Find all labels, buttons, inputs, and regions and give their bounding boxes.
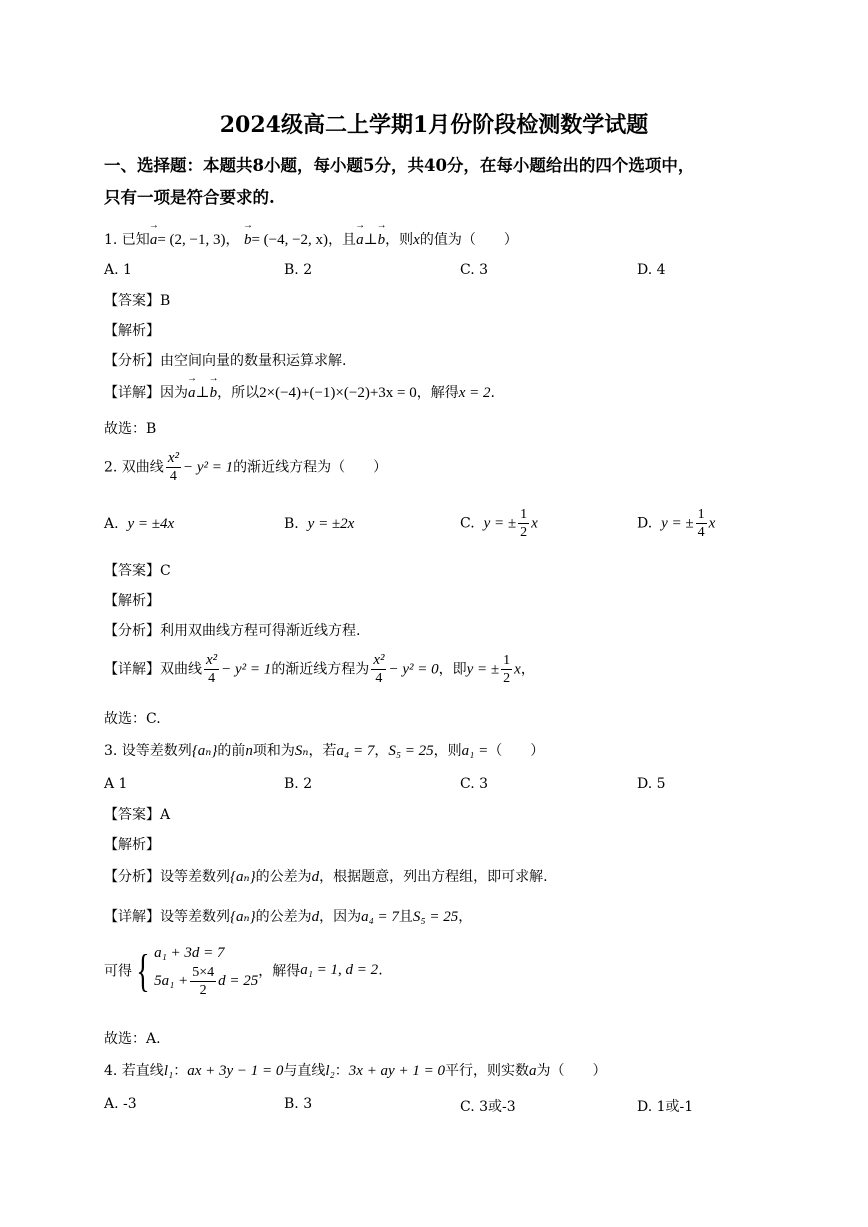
section-heading-line1: 一、选择题：本题共8小题，每小题5分，共40分，在每小题给出的四个选项中， <box>104 156 695 175</box>
q2-option-a: A. y = ±4x <box>104 516 175 532</box>
q3-option-d: D. 5 <box>637 776 666 792</box>
section-heading-line2: 只有一项是符合要求的. <box>104 188 275 207</box>
q2-guxuan: 故选：C. <box>104 711 161 727</box>
q3-system: 可得{ a₁ + 3d = 7 5a₁ + $\frac{5\times 4}{2}$ d = 25 ，解得a₁ = 1, d = 2. <box>104 944 383 998</box>
q2-answer: 【答案】C <box>104 563 171 579</box>
q3-fenxi: 【分析】设等差数列{aₙ}的公差为d，根据题意，列出方程组，即可求解. <box>104 869 548 885</box>
q2-fenxi: 【分析】利用双曲线方程可得渐近线方程. <box>104 623 361 639</box>
q3-option-b: B. 2 <box>284 776 313 792</box>
q1-option-b: B. 2 <box>284 262 313 278</box>
q3-answer: 【答案】A <box>104 807 171 823</box>
q3-option-c: C. 3 <box>460 776 489 792</box>
q4-option-b: B. 3 <box>284 1096 313 1112</box>
q1-answer: 【答案】B <box>104 293 171 309</box>
q1-stem: 1. 已知→ a= (2, −1, 3)， → b= (−4, −2, x)，且→ a⊥→ b，则x的值为（ ） <box>104 229 518 249</box>
q4-option-a: A. -3 <box>104 1096 137 1112</box>
q1-fenxi: 【分析】由空间向量的数量积运算求解. <box>104 353 347 369</box>
q1-guxuan: 故选：B <box>104 421 157 437</box>
q3-guxuan: 故选：A. <box>104 1031 161 1047</box>
q2-option-c: C. y = ± $\frac{1}{2}$ x <box>460 507 538 540</box>
q1-xiangjie: 【详解】因为→ a⊥→ b，所以2×(−4)+(−1)×(−2)+3x = 0，解得x = 2. <box>104 382 495 402</box>
q1-option-d: D. 4 <box>637 262 666 278</box>
q3-stem: 3. 设等差数列{aₙ}的前n项和为Sₙ，若a₄ = 7，S₅ = 25，则a₁ =（ ） <box>104 743 545 759</box>
q3-xiangjie: 【详解】设等差数列{aₙ}的公差为d，因为a₄ = 7且S₅ = 25， <box>104 909 473 925</box>
q4-option-d: D. 1或-1 <box>637 1099 694 1115</box>
q2-analysis-label: 【解析】 <box>104 593 160 609</box>
page-title: 2024级高二上学期1月份阶段检测数学试题 <box>219 112 649 138</box>
q4-stem: 4. 若直线l₁：ax + 3y − 1 = 0与直线l₂：3x + ay + 1 = 0平行，则实数a为（ ） <box>104 1063 607 1079</box>
q4-option-c: C. 3或-3 <box>460 1099 516 1115</box>
q2-xiangjie: 【详解】双曲线 $\frac{\text{x²}}{4}$ − y² = 1的渐近线方程为 $\frac{\text{x²}}{4}$ − y² = 0，即y = ± $\frac{1}{2}$ x， <box>104 652 535 686</box>
q2-option-b: B. y = ±2x <box>284 516 355 532</box>
q1-option-c: C. 3 <box>460 262 489 278</box>
q1-option-a: A. 1 <box>104 262 132 278</box>
q2-option-d: D. y = ± $\frac{1}{4}$ x <box>637 507 716 540</box>
q3-option-a: A 1 <box>104 776 128 792</box>
q3-analysis-label: 【解析】 <box>104 837 160 853</box>
q2-stem: 2. 双曲线 $\frac{\text{x²}}{4}$ − y² = 1的渐近线方程为（ ） <box>104 450 388 484</box>
q1-analysis-label: 【解析】 <box>104 323 160 339</box>
